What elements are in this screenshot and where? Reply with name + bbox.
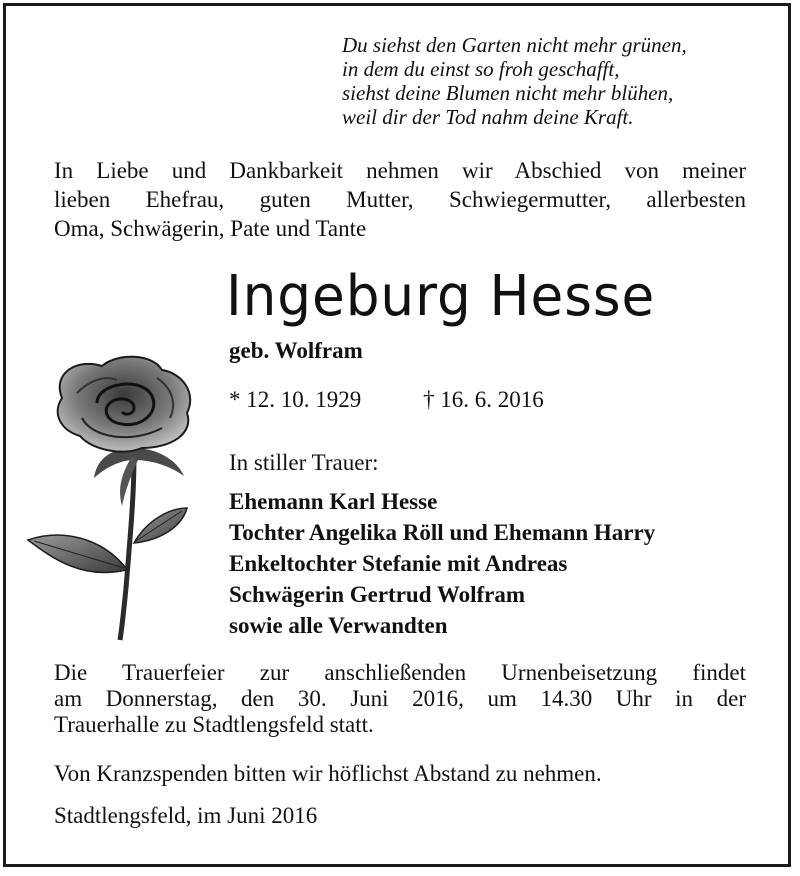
- intro-line: Oma, Schwägerin, Pate und Tante: [54, 216, 367, 241]
- service-line: am Donnerstag, den 30. Juni 2016, um 14.30 Uhr in der: [54, 686, 746, 711]
- death-date: † 16. 6. 2016: [423, 387, 544, 412]
- family-member: Tochter Angelika Röll und Ehemann Harry: [229, 520, 656, 545]
- poem-line: in dem du einst so froh geschafft,: [342, 57, 620, 81]
- intro-text: [54, 156, 746, 243]
- birth-name: geb. Wolfram: [229, 338, 363, 363]
- service-text: [54, 660, 746, 738]
- life-dates: [229, 387, 544, 413]
- family-member: Ehemann Karl Hesse: [229, 489, 438, 514]
- intro-line: In Liebe und Dankbarkeit nehmen wir Abschied von meiner: [54, 158, 746, 183]
- wreath-note: Von Kranzspenden bitten wir höflichst Abstand zu nehmen.: [54, 761, 602, 786]
- rose-icon: [22, 348, 222, 643]
- intro-line: lieben Ehefrau, guten Mutter, Schwiegermutter, allerbesten: [54, 187, 746, 212]
- poem-line: siehst deine Blumen nicht mehr blühen,: [342, 81, 674, 105]
- service-line: Die Trauerfeier zur anschließenden Urnenbeisetzung findet: [54, 660, 746, 685]
- mourning-label: In stiller Trauer:: [229, 450, 379, 475]
- family-list: [229, 486, 655, 641]
- birth-date: * 12. 10. 1929: [229, 387, 362, 412]
- family-member: Schwägerin Gertrud Wolfram: [229, 582, 525, 607]
- poem-line: Du siehst den Garten nicht mehr grünen,: [342, 33, 687, 57]
- deceased-name: Ingeburg Hesse: [226, 264, 656, 329]
- service-line: Trauerhalle zu Stadtlengsfeld statt.: [54, 712, 374, 737]
- place-date: Stadtlengsfeld, im Juni 2016: [54, 803, 318, 828]
- family-member: Enkeltochter Stefanie mit Andreas: [229, 551, 568, 576]
- poem: [342, 33, 687, 129]
- poem-line: weil dir der Tod nahm deine Kraft.: [342, 105, 634, 129]
- family-member: sowie alle Verwandten: [229, 613, 448, 638]
